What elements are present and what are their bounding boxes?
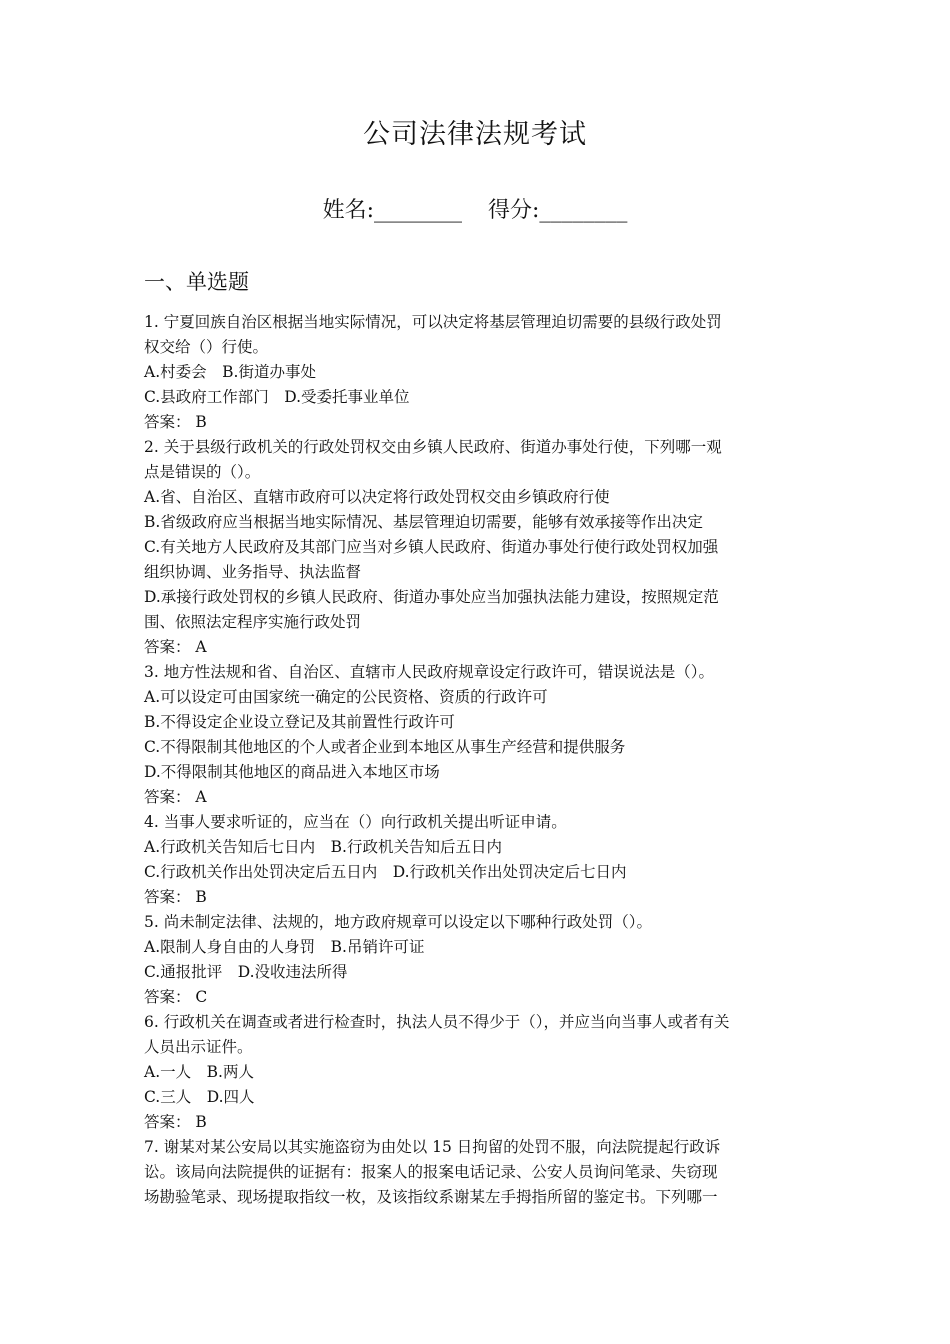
- option-line: C.行政机关作出处罚决定后五日内 D.行政机关作出处罚决定后七日内: [144, 863, 627, 881]
- option-line: 组织协调、业务指导、执法监督: [144, 563, 362, 581]
- answer-line: 答案： B: [144, 888, 207, 906]
- option-line: C.三人 D.四人: [144, 1088, 255, 1106]
- option-line: B.不得设定企业设立登记及其前置性行政许可: [144, 713, 455, 731]
- option-line: C.县政府工作部门 D.受委托事业单位: [144, 388, 410, 406]
- section-title: 一、单选题: [144, 270, 249, 294]
- question-line: 2. 关于县级行政机关的行政处罚权交由乡镇人民政府、街道办事处行使，下列哪一观: [144, 438, 722, 456]
- option-line: A.可以设定可由国家统一确定的公民资格、资质的行政许可: [144, 688, 548, 706]
- answer-line: 答案： A: [144, 788, 207, 806]
- question-line: 点是错误的（）。: [144, 463, 261, 481]
- answer-line: 答案： C: [144, 988, 208, 1006]
- question-line: 5. 尚未制定法律、法规的，地方政府规章可以设定以下哪种行政处罚（）。: [144, 913, 652, 931]
- score-field: 得分:________: [488, 198, 628, 223]
- question-line: 6. 行政机关在调查或者进行检查时，执法人员不得少于（），并应当向当事人或者有关: [144, 1013, 730, 1031]
- answer-line: 答案： B: [144, 1113, 207, 1131]
- option-line: C.通报批评 D.没收违法所得: [144, 963, 348, 981]
- option-line: D.承接行政处罚权的乡镇人民政府、街道办事处应当加强执法能力建设，按照规定范: [144, 588, 719, 606]
- question-line: 讼。该局向法院提供的证据有：报案人的报案电话记录、公安人员询问笔录、失窃现: [144, 1163, 718, 1181]
- option-line: D.不得限制其他地区的商品进入本地区市场: [144, 763, 440, 781]
- question-line: 1. 宁夏回族自治区根据当地实际情况，可以决定将基层管理迫切需要的县级行政处罚: [144, 313, 722, 331]
- answer-line: 答案： A: [144, 638, 207, 656]
- question-line: 3. 地方性法规和省、自治区、直辖市人民政府规章设定行政许可，错误说法是（）。: [144, 663, 714, 681]
- name-field: 姓名:________: [322, 198, 462, 223]
- exam-info: [0, 193, 950, 224]
- option-line: 围、依照法定程序实施行政处罚: [144, 613, 362, 631]
- question-line: 人员出示证件。: [144, 1038, 253, 1056]
- option-line: C.有关地方人民政府及其部门应当对乡镇人民政府、街道办事处行使行政处罚权加强: [144, 538, 719, 556]
- option-line: A.一人 B.两人: [144, 1063, 254, 1081]
- option-line: B.省级政府应当根据当地实际情况、基层管理迫切需要，能够有效承接等作出决定: [144, 513, 703, 531]
- option-line: A.村委会 B.街道办事处: [144, 363, 316, 381]
- question-list: [144, 310, 804, 1210]
- option-line: A.省、自治区、直辖市政府可以决定将行政处罚权交由乡镇政府行使: [144, 488, 610, 506]
- option-line: A.限制人身自由的人身罚 B.吊销许可证: [144, 938, 425, 956]
- option-line: C.不得限制其他地区的个人或者企业到本地区从事生产经营和提供服务: [144, 738, 626, 756]
- option-line: A.行政机关告知后七日内 B.行政机关告知后五日内: [144, 838, 502, 856]
- answer-line: 答案： B: [144, 413, 207, 431]
- question-line: 4. 当事人要求听证的，应当在（）向行政机关提出听证申请。: [144, 813, 567, 831]
- question-line: 权交给（）行使。: [144, 338, 269, 356]
- page-title: 公司法律法规考试: [363, 119, 587, 150]
- question-line: 场勘验笔录、现场提取指纹一枚，及该指纹系谢某左手拇指所留的鉴定书。下列哪一: [144, 1188, 718, 1206]
- question-line: 7. 谢某对某公安局以其实施盗窃为由处以 15 日拘留的处罚不服，向法院提起行政诉: [144, 1138, 721, 1156]
